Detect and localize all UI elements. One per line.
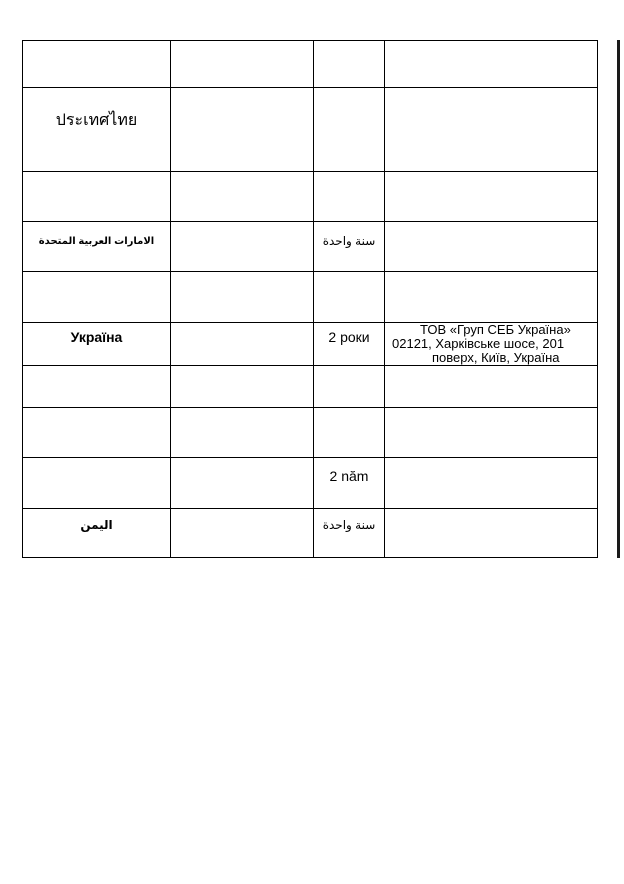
period-cell [314,366,385,408]
address-line: поверх, Київ, Україна [432,350,560,365]
country-cell [23,41,171,88]
phone-cell [171,323,314,366]
period-cell [314,88,385,172]
phone-cell [171,458,314,509]
phone-cell [171,41,314,88]
country-cell [23,458,171,509]
address-cell [385,458,598,509]
country-cell [23,408,171,458]
address-cell [385,41,598,88]
country-cell [23,88,171,172]
phone-cell [171,172,314,222]
address-cell [385,323,598,366]
period-uae: سنة واحدة [322,234,376,248]
period-cell [314,41,385,88]
period-cell [314,222,385,272]
address-line: 02121, Харківське шосе, 201 [392,336,565,351]
phone-cell [171,509,314,558]
period-cell [314,509,385,558]
phone-cell [171,88,314,172]
table-right-border-shadow [617,40,620,558]
period-ukraine: 2 роки [328,329,370,345]
address-cell [385,408,598,458]
period-cell [314,408,385,458]
period-yemen: سنة واحدة [322,518,376,532]
country-cell [23,222,171,272]
table-row [23,408,598,458]
table-row [23,88,598,172]
country-yemen: اليمن [80,518,113,532]
address-cell [385,172,598,222]
country-ukraine: Україна [70,329,123,345]
country-thailand: ประเทศไทย [55,110,138,129]
warranty-country-table [22,40,598,558]
country-cell [23,366,171,408]
period-cell [314,272,385,323]
phone-cell [171,222,314,272]
phone-cell [171,366,314,408]
phone-cell [171,408,314,458]
period-cell [314,458,385,509]
address-cell [385,272,598,323]
address-cell [385,222,598,272]
phone-cell [171,272,314,323]
address-cell [385,366,598,408]
table-row [23,509,598,558]
country-cell [23,272,171,323]
country-cell [23,509,171,558]
address-cell [385,509,598,558]
country-cell [23,172,171,222]
address-line: ТОВ «Груп СЕБ Україна» [420,322,571,337]
table-row [23,272,598,323]
table-row [23,172,598,222]
period-vietnam: 2 năm [329,468,369,484]
country-cell [23,323,171,366]
table-row [23,323,598,366]
table-row [23,222,598,272]
table-row [23,458,598,509]
warranty-table-page [22,40,598,558]
table-row [23,366,598,408]
table-row [23,41,598,88]
address-cell [385,88,598,172]
period-cell [314,172,385,222]
country-uae: الامارات العربية المتحدة [38,236,155,247]
period-cell [314,323,385,366]
